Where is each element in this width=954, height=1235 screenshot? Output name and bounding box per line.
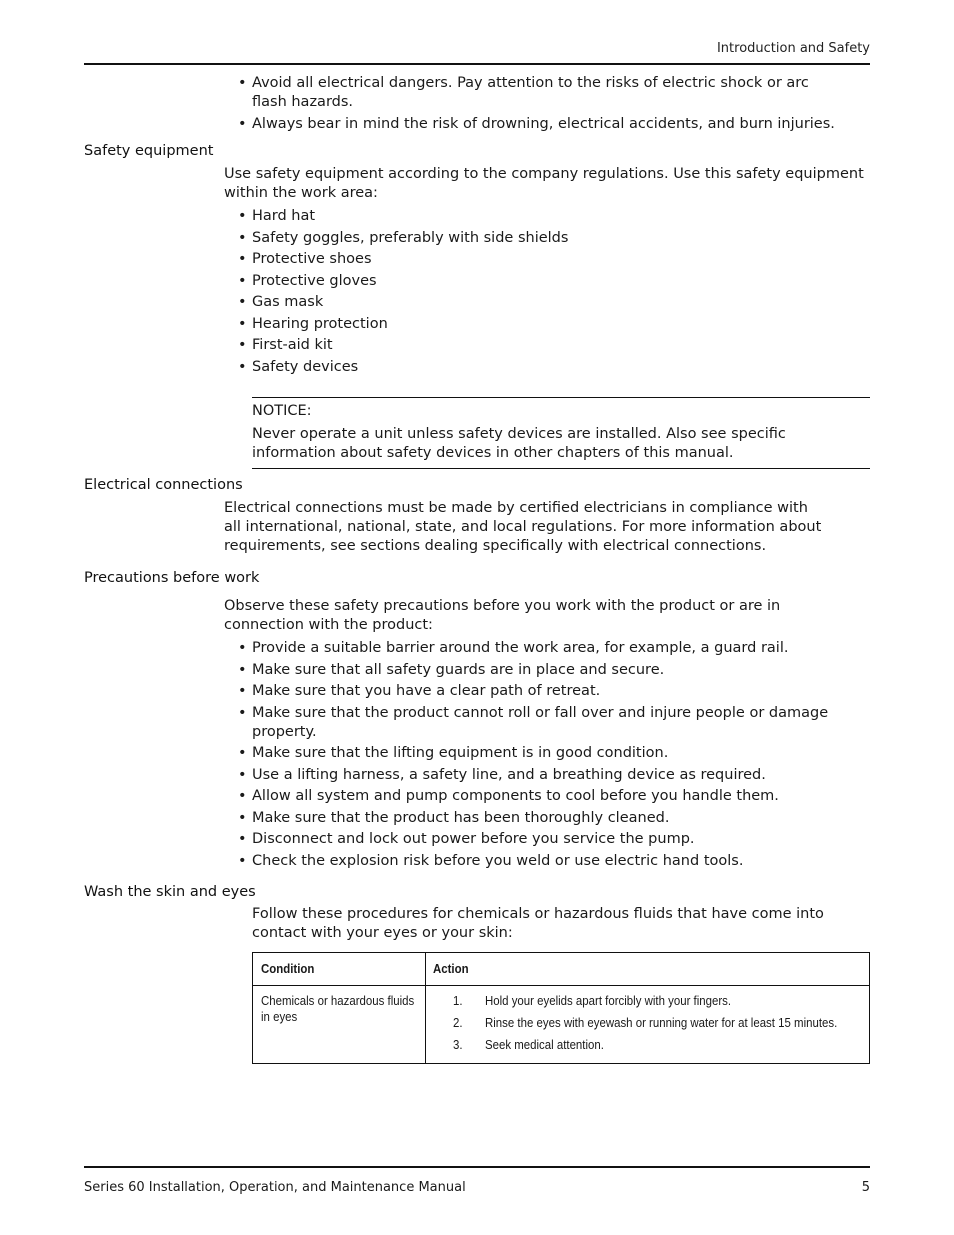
running-header: Introduction and Safety bbox=[716, 41, 870, 56]
list-item: • Avoid all electrical dangers. Pay attention to the risks of electric shock or arc flash hazards. bbox=[238, 74, 838, 112]
list-item: • Gas mask bbox=[238, 293, 858, 312]
list-item: • Protective gloves bbox=[238, 272, 858, 291]
table-header-row bbox=[253, 953, 869, 986]
safety-equipment-intro: Use safety equipment according to the company regulations. Use this safety equipment within the work area: bbox=[224, 166, 864, 201]
list-item: • Make sure that all safety guards are in place and secure. bbox=[238, 661, 838, 680]
notice-box bbox=[252, 397, 870, 469]
footer-manual-title: Series 60 Installation, Operation, and Maintenance Manual bbox=[84, 1180, 466, 1195]
table-cell-condition: Chemicals or hazardous fluids in eyes bbox=[261, 993, 415, 1024]
top-bullet-list bbox=[238, 74, 838, 136]
step-text: Hold your eyelids apart forcibly with your fingers. bbox=[485, 993, 732, 1008]
step-text: Rinse the eyes with eyewash or running water for at least 15 minutes. bbox=[485, 1015, 838, 1030]
list-item: • Provide a suitable barrier around the work area, for example, a guard rail. bbox=[238, 639, 838, 658]
safety-equipment-list bbox=[238, 207, 858, 379]
list-item: • Make sure that the lifting equipment is in good condition. bbox=[238, 744, 838, 763]
step-text: Seek medical attention. bbox=[485, 1037, 604, 1052]
footer-rule bbox=[84, 1166, 870, 1168]
list-item: • Protective shoes bbox=[238, 250, 858, 269]
list-item: • First-aid kit bbox=[238, 336, 858, 355]
page-number: 5 bbox=[861, 1180, 870, 1195]
condition-action-table bbox=[252, 952, 870, 1064]
wash-intro: Follow these procedures for chemicals or hazardous fluids that have come into contact with your eyes or your skin: bbox=[252, 906, 824, 941]
table-header-condition: Condition bbox=[261, 961, 315, 976]
list-item: • Make sure that the product has been thoroughly cleaned. bbox=[238, 809, 838, 828]
list-item: • Use a lifting harness, a safety line, and a breathing device as required. bbox=[238, 766, 838, 785]
step-number: 3. bbox=[453, 1037, 463, 1052]
header-rule bbox=[84, 63, 870, 65]
list-item: • Allow all system and pump components to cool before you handle them. bbox=[238, 787, 838, 806]
section-heading-safety-equipment: Safety equipment bbox=[84, 143, 214, 159]
electrical-connections-text: Electrical connections must be made by certified electricians in compliance with all international, national, state, and local regulations. For more information about requirements, see sections dealing specifically with electrical connections. bbox=[224, 500, 822, 554]
section-heading-electrical-connections: Electrical connections bbox=[84, 477, 243, 493]
list-item: • Check the explosion risk before you weld or use electric hand tools. bbox=[238, 852, 838, 871]
precautions-list bbox=[238, 639, 838, 873]
table-header-action: Action bbox=[433, 961, 469, 976]
section-heading-precautions: Precautions before work bbox=[84, 570, 260, 586]
list-item: • Make sure that the product cannot roll or fall over and injure people or damage property. bbox=[238, 704, 838, 742]
list-item: • Safety devices bbox=[238, 358, 858, 377]
list-item: • Always bear in mind the risk of drowning, electrical accidents, and burn injuries. bbox=[238, 115, 838, 134]
notice-text: Never operate a unit unless safety devices are installed. Also see specific information about safety devices in other chapters of this manual. bbox=[252, 426, 786, 461]
step-number: 1. bbox=[453, 993, 463, 1008]
list-item: • Disconnect and lock out power before you service the pump. bbox=[238, 830, 838, 849]
section-heading-wash: Wash the skin and eyes bbox=[84, 884, 256, 900]
table-column-divider bbox=[425, 953, 426, 1063]
precautions-intro: Observe these safety precautions before you work with the product or are in connection with the product: bbox=[224, 598, 781, 633]
step-number: 2. bbox=[453, 1015, 463, 1030]
list-item: • Hearing protection bbox=[238, 315, 858, 334]
notice-label: NOTICE: bbox=[252, 403, 312, 419]
list-item: • Hard hat bbox=[238, 207, 858, 226]
list-item: • Make sure that you have a clear path of retreat. bbox=[238, 682, 838, 701]
list-item: • Safety goggles, preferably with side shields bbox=[238, 229, 858, 248]
